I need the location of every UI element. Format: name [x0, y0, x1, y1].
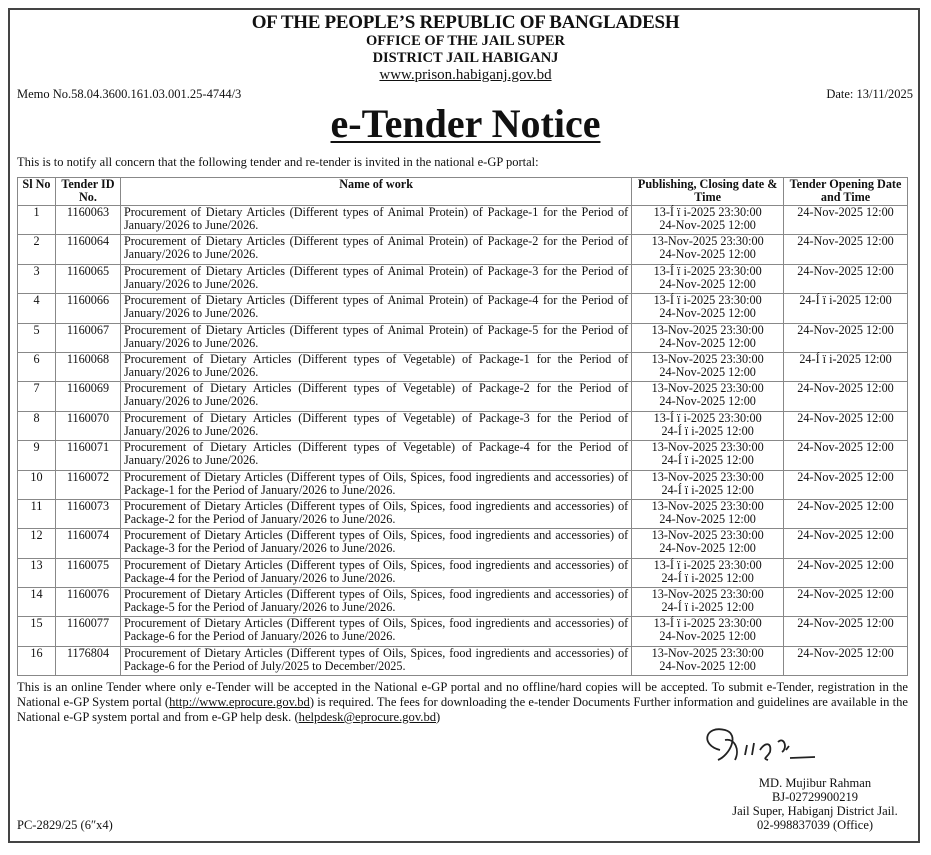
helpdesk-email-link[interactable]: helpdesk@eprocure.gov.bd	[298, 710, 437, 724]
closing-date: 24-Nov-2025 12:00	[659, 394, 756, 409]
cell-publishing-closing	[632, 352, 784, 381]
cell-sl: 13	[18, 558, 56, 587]
header-country: OF THE PEOPLE’S REPUBLIC OF BANGLADESH	[251, 12, 680, 33]
cell-opening: 24-Nov-2025 12:00	[784, 588, 908, 617]
cell-opening: 24-Nov-2025 12:00	[784, 470, 908, 499]
cell-opening: 24-Nov-2025 12:00	[784, 441, 908, 470]
closing-date: 24-Í ï i-2025 12:00	[661, 482, 754, 497]
publishing-date: 13-Nov-2025 23:30:00	[651, 351, 764, 366]
cell-name-of-work: Procurement of Dietary Articles (Different types of Oils, Spices, food ingredients and accessories) of Package-6 for the Period of July/2025 to December/2025.	[120, 646, 631, 675]
table-row	[18, 558, 908, 587]
cell-sl: 10	[18, 470, 56, 499]
publishing-date: 13-Í ï i-2025 23:30:00	[653, 410, 762, 425]
cell-name-of-work: Procurement of Dietary Articles (Different types of Animal Protein) of Package-4 for the Period of January/2026 to June/2026.	[120, 294, 631, 323]
cell-opening: 24-Nov-2025 12:00	[784, 617, 908, 646]
table-row	[18, 499, 908, 528]
cell-name-of-work: Procurement of Dietary Articles (Different types of Vegetable) of Package-4 for the Period of January/2026 to June/2026.	[120, 441, 631, 470]
cell-name-of-work: Procurement of Dietary Articles (Different types of Animal Protein) of Package-2 for the Period of January/2026 to June/2026.	[120, 235, 631, 264]
cell-opening: 24-Nov-2025 12:00	[784, 411, 908, 440]
closing-date: 24-Nov-2025 12:00	[659, 364, 756, 379]
cell-publishing-closing	[632, 382, 784, 411]
closing-date: 24-Nov-2025 12:00	[659, 306, 756, 321]
cell-tender-id: 1160067	[55, 323, 120, 352]
cell-sl: 5	[18, 323, 56, 352]
cell-publishing-closing	[632, 646, 784, 675]
closing-date: 24-Nov-2025 12:00	[659, 218, 756, 232]
table-row	[18, 352, 908, 381]
cell-name-of-work: Procurement of Dietary Articles (Different types of Vegetable) of Package-3 for the Period of January/2026 to June/2026.	[120, 411, 631, 440]
publishing-date: 13-Í ï i-2025 23:30:00	[653, 205, 762, 219]
closing-date: 24-Nov-2025 12:00	[659, 247, 756, 262]
table-row	[18, 264, 908, 293]
intro-text: This is to notify all concern that the following tender and re-tender is invited in the national e-GP portal:	[17, 155, 539, 169]
signer-designation: Jail Super, Habiganj District Jail.	[732, 804, 898, 818]
pc-code: PC-2829/25 (6″x4)	[17, 818, 113, 832]
cell-publishing-closing	[632, 558, 784, 587]
cell-tender-id: 1176804	[55, 646, 120, 675]
table-row	[18, 323, 908, 352]
cell-publishing-closing	[632, 411, 784, 440]
publishing-date: 13-Nov-2025 23:30:00	[651, 381, 764, 396]
cell-sl: 1	[18, 206, 56, 235]
cell-sl: 3	[18, 264, 56, 293]
publishing-date: 13-Í ï i-2025 23:30:00	[653, 616, 762, 631]
title-text: e-Tender Notice	[330, 101, 601, 146]
cell-sl: 6	[18, 352, 56, 381]
cell-opening: 24-Nov-2025 12:00	[784, 206, 908, 235]
publishing-date: 13-Nov-2025 23:30:00	[651, 440, 764, 455]
cell-tender-id: 1160069	[55, 382, 120, 411]
publishing-date: 13-Nov-2025 23:30:00	[651, 234, 764, 249]
cell-tender-id: 1160066	[55, 294, 120, 323]
cell-publishing-closing	[632, 323, 784, 352]
table-row	[18, 294, 908, 323]
closing-date: 24-Nov-2025 12:00	[659, 335, 756, 350]
closing-date: 24-Nov-2025 12:00	[659, 629, 756, 644]
cell-publishing-closing	[632, 441, 784, 470]
cell-tender-id: 1160076	[55, 588, 120, 617]
closing-date: 24-Nov-2025 12:00	[659, 511, 756, 526]
cell-sl: 2	[18, 235, 56, 264]
cell-opening: 24-Nov-2025 12:00	[784, 382, 908, 411]
cell-name-of-work: Procurement of Dietary Articles (Different types of Animal Protein) of Package-5 for the Period of January/2026 to June/2026.	[120, 323, 631, 352]
cell-sl: 7	[18, 382, 56, 411]
cell-publishing-closing	[632, 499, 784, 528]
cell-opening: 24-Nov-2025 12:00	[784, 529, 908, 558]
cell-publishing-closing	[632, 264, 784, 293]
footer-text: This is an online Tender where only e-Tender will be accepted in the National e-GP portal and no offline/hard copies will be accepted. To submit e-Tender, registration in the National e-GP System portal (	[17, 680, 908, 709]
header-publishing-closing: Publishing, Closing date & Time	[632, 178, 784, 206]
cell-tender-id: 1160064	[55, 235, 120, 264]
table-row	[18, 646, 908, 675]
cell-sl: 12	[18, 529, 56, 558]
cell-publishing-closing	[632, 206, 784, 235]
cell-opening: 24-Nov-2025 12:00	[784, 323, 908, 352]
signer-block	[730, 776, 900, 832]
memo-number: Memo No.58.04.3600.161.03.001.25-4744/3	[17, 87, 242, 101]
cell-opening: 24-Í ï i-2025 12:00	[784, 294, 908, 323]
cell-publishing-closing	[632, 294, 784, 323]
publishing-date: 13-Nov-2025 23:30:00	[651, 469, 764, 484]
cell-name-of-work: Procurement of Dietary Articles (Different types of Oils, Spices, food ingredients and accessories) of Package-2 for the Period of January/2026 to June/2026.	[120, 499, 631, 528]
closing-date: 24-Í ï i-2025 12:00	[661, 423, 754, 438]
cell-tender-id: 1160074	[55, 529, 120, 558]
cell-name-of-work: Procurement of Dietary Articles (Different types of Animal Protein) of Package-3 for the Period of January/2026 to June/2026.	[120, 264, 631, 293]
eprocure-link[interactable]: http://www.eprocure.gov.bd	[169, 695, 310, 709]
header-name-of-work: Name of work	[120, 178, 631, 206]
cell-publishing-closing	[632, 235, 784, 264]
cell-sl: 14	[18, 588, 56, 617]
header-website-link[interactable]: www.prison.habiganj.gov.bd	[379, 67, 552, 83]
cell-publishing-closing	[632, 588, 784, 617]
cell-opening: 24-Nov-2025 12:00	[784, 646, 908, 675]
cell-publishing-closing	[632, 617, 784, 646]
cell-name-of-work: Procurement of Dietary Articles (Different types of Vegetable) of Package-2 for the Period of January/2026 to June/2026.	[120, 382, 631, 411]
signature-image	[690, 720, 850, 770]
header-opening: Tender Opening Date and Time	[784, 178, 908, 206]
cell-tender-id: 1160073	[55, 499, 120, 528]
cell-tender-id: 1160075	[55, 558, 120, 587]
cell-name-of-work: Procurement of Dietary Articles (Different types of Oils, Spices, food ingredients and accessories) of Package-1 for the Period of January/2026 to June/2026.	[120, 470, 631, 499]
cell-tender-id: 1160063	[55, 206, 120, 235]
cell-name-of-work: Procurement of Dietary Articles (Different types of Vegetable) of Package-1 for the Period of January/2026 to June/2026.	[120, 352, 631, 381]
table-row	[18, 617, 908, 646]
closing-date: 24-Í ï i-2025 12:00	[661, 570, 754, 585]
publishing-date: 13-Nov-2025 23:30:00	[651, 322, 764, 337]
footer-paragraph	[17, 680, 908, 725]
table-row	[18, 529, 908, 558]
cell-tender-id: 1160077	[55, 617, 120, 646]
tender-table	[17, 177, 908, 676]
signer-phone: 02-998837039 (Office)	[756, 818, 874, 832]
publishing-date: 13-Í ï i-2025 23:30:00	[653, 293, 762, 308]
publishing-date: 13-Nov-2025 23:30:00	[651, 645, 764, 660]
cell-sl: 9	[18, 441, 56, 470]
cell-sl: 11	[18, 499, 56, 528]
footer-text: )	[436, 710, 441, 724]
publishing-date: 13-Í ï i-2025 23:30:00	[653, 557, 762, 572]
signer-name: MD. Mujibur Rahman	[758, 776, 872, 790]
header-tender-id: Tender ID No.	[55, 178, 120, 206]
closing-date: 24-Í ï i-2025 12:00	[661, 600, 754, 615]
cell-name-of-work: Procurement of Dietary Articles (Different types of Oils, Spices, food ingredients and accessories) of Package-5 for the Period of January/2026 to June/2026.	[120, 588, 631, 617]
cell-publishing-closing	[632, 529, 784, 558]
cell-name-of-work: Procurement of Dietary Articles (Different types of Animal Protein) of Package-1 for the Period of January/2026 to June/2026.	[120, 206, 631, 235]
closing-date: 24-Nov-2025 12:00	[659, 658, 756, 673]
table-row	[18, 470, 908, 499]
table-row	[18, 411, 908, 440]
cell-name-of-work: Procurement of Dietary Articles (Different types of Oils, Spices, food ingredients and accessories) of Package-6 for the Period of January/2026 to June/2026.	[120, 617, 631, 646]
header-office: OFFICE OF THE JAIL SUPER	[365, 33, 565, 49]
closing-date: 24-Nov-2025 12:00	[659, 276, 756, 291]
closing-date: 24-Í ï i-2025 12:00	[661, 453, 754, 468]
header-district: DISTRICT JAIL HABIGANJ	[372, 50, 559, 66]
cell-sl: 8	[18, 411, 56, 440]
table-row	[18, 206, 908, 235]
cell-opening: 24-Nov-2025 12:00	[784, 499, 908, 528]
cell-tender-id: 1160072	[55, 470, 120, 499]
page-title	[0, 100, 931, 147]
cell-tender-id: 1160071	[55, 441, 120, 470]
cell-tender-id: 1160065	[55, 264, 120, 293]
publishing-date: 13-Nov-2025 23:30:00	[651, 498, 764, 513]
publishing-date: 13-Nov-2025 23:30:00	[651, 528, 764, 543]
notice-date: Date: 13/11/2025	[826, 87, 913, 101]
cell-tender-id: 1160068	[55, 352, 120, 381]
cell-sl: 16	[18, 646, 56, 675]
cell-opening: 24-Nov-2025 12:00	[784, 264, 908, 293]
signer-id: BJ-02729900219	[771, 790, 859, 804]
cell-sl: 4	[18, 294, 56, 323]
header-sl: Sl No	[18, 178, 56, 206]
cell-name-of-work: Procurement of Dietary Articles (Different types of Oils, Spices, food ingredients and accessories) of Package-4 for the Period of January/2026 to June/2026.	[120, 558, 631, 587]
table-row	[18, 588, 908, 617]
cell-publishing-closing	[632, 470, 784, 499]
cell-opening: 24-Í ï i-2025 12:00	[784, 352, 908, 381]
footer-text: ) is required. The fees for downloading the e-tender Documents Further information and guidelines are available in the National e-GP system portal and from e-GP help desk. (	[17, 695, 908, 724]
cell-sl: 15	[18, 617, 56, 646]
cell-tender-id: 1160070	[55, 411, 120, 440]
publishing-date: 13-Nov-2025 23:30:00	[651, 587, 764, 602]
table-row	[18, 441, 908, 470]
closing-date: 24-Nov-2025 12:00	[659, 541, 756, 556]
cell-opening: 24-Nov-2025 12:00	[784, 235, 908, 264]
cell-name-of-work: Procurement of Dietary Articles (Different types of Oils, Spices, food ingredients and accessories) of Package-3 for the Period of January/2026 to June/2026.	[120, 529, 631, 558]
publishing-date: 13-Í ï i-2025 23:30:00	[653, 263, 762, 278]
table-header-row	[18, 178, 908, 206]
cell-opening: 24-Nov-2025 12:00	[784, 558, 908, 587]
table-row	[18, 235, 908, 264]
table-row	[18, 382, 908, 411]
